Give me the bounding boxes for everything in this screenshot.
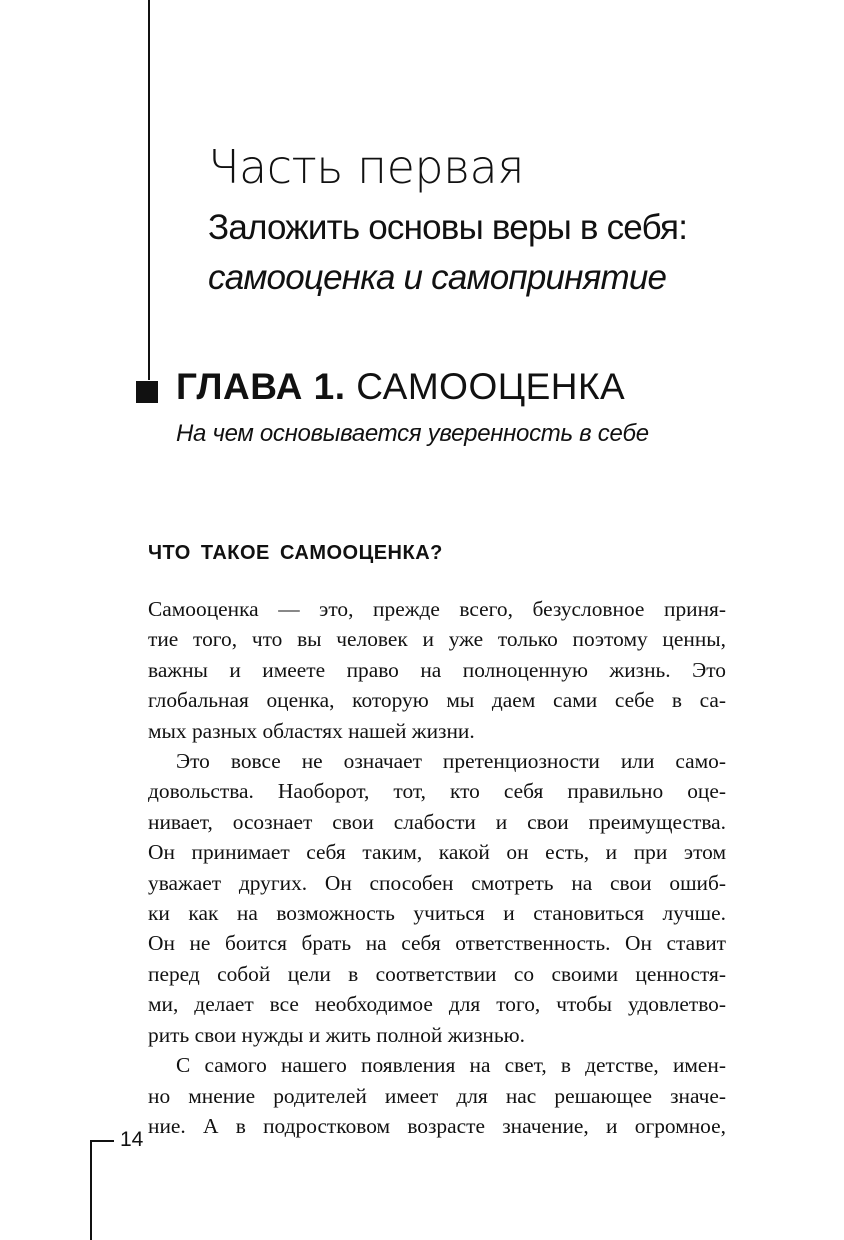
chapter-marker-square	[136, 381, 158, 403]
body-line: важны и имеете право на полноценную жизнь. Это	[148, 657, 726, 682]
body-line: но мнение родителей имеет для нас решающее значе-	[148, 1083, 726, 1108]
part-label: Часть первая	[208, 140, 524, 194]
chapter-heading	[176, 366, 625, 408]
body-line: довольства. Наоборот, тот, кто себя правильно оце-	[148, 779, 726, 804]
body-line: мых разных областях нашей жизни.	[148, 718, 475, 743]
part-title-line-2: самооценка и самопринятие	[208, 258, 667, 297]
body-line: С самого нашего появления на свет, в детстве, имен-	[176, 1053, 726, 1078]
page-number: 14	[120, 1128, 144, 1151]
body-line: тие того, что вы человек и уже только поэтому ценны,	[148, 627, 726, 652]
part-title-line-1: Заложить основы веры в себя:	[208, 208, 688, 247]
body-line: Это вовсе не означает претенциозности или само-	[176, 749, 726, 774]
body-line: Он не боится брать на себя ответственность. Он ставит	[148, 931, 726, 956]
body-text	[148, 594, 726, 1141]
body-line: Самооценка — это, прежде всего, безусловное приня-	[148, 597, 726, 621]
section-heading: ЧТО ТАКОЕ САМООЦЕНКА?	[148, 542, 443, 564]
footer-horizontal-rule	[90, 1140, 114, 1142]
chapter-number: ГЛАВА 1.	[176, 366, 346, 407]
body-line: ки как на возможность учиться и становиться лучше.	[148, 901, 726, 926]
body-line: нивает, осознает свои слабости и свои преимущества.	[148, 809, 726, 834]
body-line: перед собой цели в соответствии со своими ценностя-	[148, 961, 726, 986]
body-line: уважает других. Он способен смотреть на свои ошиб-	[148, 870, 726, 895]
decorative-vertical-rule	[148, 0, 150, 380]
body-line: ми, делает все необходимое для того, чтобы удовлетво-	[148, 992, 726, 1017]
body-line: Он принимает себя таким, какой он есть, и при этом	[148, 840, 726, 865]
footer-vertical-rule	[90, 1140, 92, 1240]
body-line: ние. А в подростковом возрасте значение, и огромное,	[148, 1113, 726, 1138]
body-line: рить свои нужды и жить полной жизнью.	[148, 1022, 525, 1047]
chapter-title: САМООЦЕНКА	[356, 366, 626, 407]
body-line: глобальная оценка, которую мы даем сами себе в са-	[148, 688, 726, 713]
chapter-subtitle: На чем основывается уверенность в себе	[176, 420, 649, 447]
